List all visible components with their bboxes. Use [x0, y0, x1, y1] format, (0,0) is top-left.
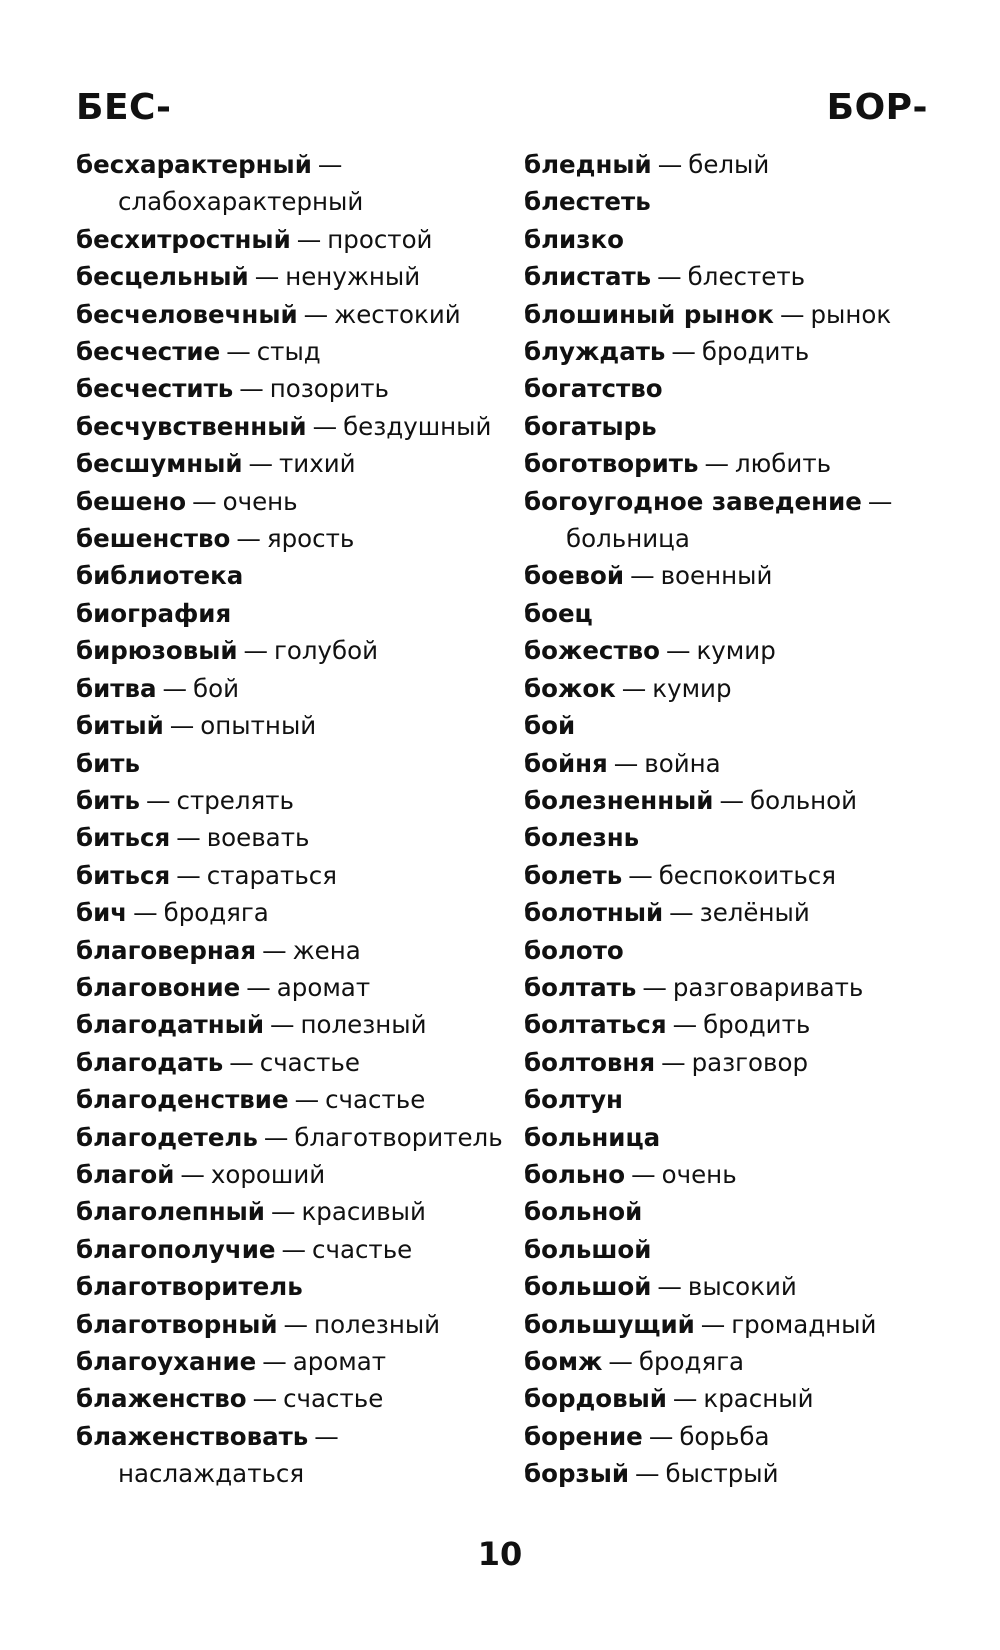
dictionary-entry — [524, 183, 964, 220]
synonym: полезный — [300, 1010, 427, 1040]
em-dash: — — [657, 150, 683, 179]
dictionary-entry — [76, 296, 516, 333]
dictionary-entry — [76, 1193, 516, 1230]
synonym: очень — [222, 486, 298, 516]
dictionary-entry — [76, 745, 516, 782]
dictionary-entry — [524, 745, 964, 782]
em-dash: — — [254, 262, 280, 292]
headword: борзый — [524, 1459, 630, 1489]
synonym: красивый — [301, 1197, 426, 1227]
dictionary-entry — [76, 1306, 516, 1343]
synonym: бродить — [703, 1010, 811, 1040]
left-column — [76, 146, 516, 1493]
em-dash: — — [608, 1347, 633, 1376]
em-dash: — — [661, 1047, 686, 1077]
em-dash: — — [236, 524, 261, 554]
headword: бой — [524, 711, 576, 741]
em-dash: — — [719, 785, 744, 815]
headword: блуждать — [524, 337, 666, 367]
dictionary-entry — [524, 894, 964, 931]
dictionary-entry — [524, 1343, 964, 1380]
headword: бить — [76, 748, 140, 778]
synonym: стыд — [256, 337, 321, 367]
dictionary-entry — [524, 1231, 964, 1268]
synonym: аромат — [292, 1347, 387, 1376]
synonym: военный — [660, 561, 773, 591]
em-dash: — — [867, 486, 893, 516]
synonym: счастье — [312, 1234, 413, 1264]
headword: болеть — [524, 860, 623, 890]
em-dash: — — [169, 711, 195, 741]
headword: благовоние — [76, 972, 241, 1002]
headword: больница — [524, 1122, 661, 1152]
synonym: больница — [566, 524, 690, 554]
dictionary-entry — [524, 1119, 964, 1156]
dictionary-entry — [524, 483, 964, 558]
dictionary-entry — [524, 595, 964, 632]
headword: битва — [76, 673, 157, 703]
synonym: быстрый — [665, 1459, 779, 1489]
headword: большой — [524, 1272, 652, 1302]
headword: благолепный — [76, 1197, 265, 1227]
headword: блаженствовать — [76, 1421, 309, 1451]
headword: больно — [524, 1159, 626, 1189]
em-dash: — — [671, 337, 696, 367]
dictionary-entry — [76, 1343, 516, 1380]
headword: болотный — [524, 898, 664, 928]
headword: богатство — [524, 374, 663, 404]
dictionary-entry — [76, 408, 516, 445]
synonym: красный — [703, 1384, 814, 1414]
synonym: позорить — [269, 374, 389, 404]
headword: болезнь — [524, 823, 640, 853]
dictionary-entry — [524, 707, 964, 744]
dictionary-entry — [524, 1156, 964, 1193]
headword: библиотека — [76, 561, 244, 591]
em-dash: — — [642, 972, 667, 1002]
synonym: слабохарактерный — [118, 187, 364, 217]
em-dash: — — [648, 1421, 674, 1451]
em-dash: — — [312, 411, 338, 441]
em-dash: — — [243, 636, 269, 666]
headword: благотворный — [76, 1309, 278, 1339]
dictionary-entry — [524, 969, 964, 1006]
synonym: бродяга — [163, 898, 269, 928]
em-dash: — — [669, 898, 694, 928]
synonym: кумир — [696, 636, 776, 666]
headword: бесчувственный — [76, 411, 307, 441]
synonym: воевать — [206, 823, 310, 853]
em-dash: — — [145, 785, 171, 815]
em-dash: — — [628, 860, 653, 890]
dictionary-entry — [524, 221, 964, 258]
headword: благодатный — [76, 1010, 264, 1040]
synonym: бездушный — [343, 411, 492, 441]
synonym: счастье — [259, 1047, 360, 1077]
dictionary-entry — [524, 333, 964, 370]
synonym: война — [644, 748, 721, 778]
em-dash: — — [700, 1309, 726, 1339]
dictionary-entry — [76, 707, 516, 744]
headword: болото — [524, 935, 624, 965]
em-dash: — — [704, 449, 730, 479]
headword: биться — [76, 860, 171, 890]
dictionary-entry — [76, 1081, 516, 1118]
synonym: зелёный — [699, 898, 810, 928]
headword: боготворить — [524, 449, 699, 479]
headword: божество — [524, 636, 660, 666]
synonym: голубой — [274, 636, 379, 666]
dictionary-entry — [524, 296, 964, 333]
em-dash: — — [239, 374, 264, 404]
em-dash: — — [252, 1384, 278, 1414]
synonym: тихий — [279, 449, 356, 479]
em-dash: — — [631, 1159, 656, 1189]
headword: бойня — [524, 748, 608, 778]
synonym: наслаждаться — [118, 1459, 305, 1489]
dictionary-entry — [76, 221, 516, 258]
headword: блаженство — [76, 1384, 247, 1414]
synonym: бродить — [701, 337, 810, 367]
synonym: бой — [193, 673, 240, 703]
headword: благотворитель — [76, 1272, 303, 1302]
left-guide-word: БЕС- — [76, 87, 172, 128]
dictionary-entry — [524, 932, 964, 969]
dictionary-entry — [76, 894, 516, 931]
dictionary-entry — [76, 1380, 516, 1417]
dictionary-entry — [76, 1006, 516, 1043]
em-dash: — — [657, 1272, 682, 1302]
headword: благополучие — [76, 1234, 276, 1264]
dictionary-entry — [524, 1306, 964, 1343]
headword: божок — [524, 673, 616, 703]
headword: бирюзовый — [76, 636, 238, 666]
dictionary-entry — [76, 595, 516, 632]
headword: бесцельный — [76, 262, 249, 292]
dictionary-entry — [76, 670, 516, 707]
dictionary-entry — [524, 670, 964, 707]
em-dash: — — [176, 823, 201, 853]
dictionary-entry — [76, 1156, 516, 1193]
synonym: рынок — [810, 299, 892, 329]
page-number: 10 — [477, 1535, 523, 1573]
headword: биография — [76, 598, 232, 628]
headword: благоденствие — [76, 1085, 289, 1115]
synonym: любить — [735, 449, 832, 479]
em-dash: — — [672, 1010, 698, 1040]
headword: болтаться — [524, 1010, 667, 1040]
em-dash: — — [779, 299, 805, 329]
dictionary-entry — [524, 1044, 964, 1081]
synonym: белый — [688, 150, 770, 179]
headword: богоугодное заведение — [524, 486, 862, 516]
em-dash: — — [281, 1234, 306, 1264]
headword: бить — [76, 785, 140, 815]
headword: битый — [76, 711, 164, 741]
synonym: разговор — [691, 1047, 809, 1077]
headword: бесхарактерный — [76, 150, 312, 179]
dictionary-entry — [76, 483, 516, 520]
dictionary-entry — [524, 857, 964, 894]
right-column — [524, 146, 964, 1493]
headword: бордовый — [524, 1384, 667, 1414]
dictionary-entry — [524, 370, 964, 407]
em-dash: — — [303, 299, 329, 329]
em-dash: — — [270, 1010, 295, 1040]
synonym: опытный — [200, 711, 317, 741]
dictionary-entry — [76, 557, 516, 594]
right-guide-word: БОР- — [826, 87, 928, 128]
dictionary-entry — [524, 1418, 964, 1455]
em-dash: — — [248, 449, 274, 479]
synonym: стараться — [206, 860, 337, 890]
headword: благоверная — [76, 935, 257, 965]
dictionary-entry — [76, 333, 516, 370]
synonym: счастье — [325, 1085, 426, 1115]
em-dash: — — [192, 486, 217, 516]
headword: борение — [524, 1421, 643, 1451]
headword: бесчеловечный — [76, 299, 298, 329]
synonym: ярость — [266, 524, 355, 554]
headword: большущий — [524, 1309, 695, 1339]
em-dash: — — [666, 636, 691, 666]
dictionary-entry — [76, 1418, 516, 1493]
headword: богатырь — [524, 411, 657, 441]
dictionary-entry — [76, 1044, 516, 1081]
headword: близко — [524, 224, 624, 254]
synonym: аромат — [276, 972, 371, 1002]
headword: бич — [76, 898, 128, 928]
em-dash: — — [133, 898, 158, 928]
dictionary-entry — [76, 1119, 516, 1156]
em-dash: — — [630, 561, 655, 591]
headword: бешенство — [76, 524, 231, 554]
headword: бомж — [524, 1347, 603, 1376]
dictionary-entry — [524, 632, 964, 669]
headword: благодетель — [76, 1122, 258, 1152]
em-dash: — — [314, 1421, 339, 1451]
em-dash: — — [180, 1159, 205, 1189]
synonym: беспокоиться — [658, 860, 836, 890]
dictionary-entry — [524, 1006, 964, 1043]
dictionary-entry — [76, 632, 516, 669]
em-dash: — — [294, 1085, 320, 1115]
headword: блошиный рынок — [524, 299, 774, 329]
synonym: благотворитель — [294, 1122, 503, 1152]
headword: благой — [76, 1159, 175, 1189]
em-dash: — — [283, 1309, 309, 1339]
headword: бесчестие — [76, 337, 221, 367]
dictionary-entry — [524, 408, 964, 445]
synonym: жена — [292, 935, 361, 965]
dictionary-entry — [524, 146, 964, 183]
dictionary-entry — [76, 520, 516, 557]
headword: бледный — [524, 150, 652, 179]
headword: большой — [524, 1234, 652, 1264]
em-dash: — — [270, 1197, 296, 1227]
dictionary-entry — [524, 258, 964, 295]
synonym: полезный — [314, 1309, 441, 1339]
dictionary-entry — [76, 857, 516, 894]
dictionary-entry — [524, 1193, 964, 1230]
headword: благодать — [76, 1047, 224, 1077]
dictionary-entry — [76, 258, 516, 295]
headword: бешено — [76, 486, 187, 516]
headword: болтать — [524, 972, 637, 1002]
synonym: больной — [749, 785, 858, 815]
headword: биться — [76, 823, 171, 853]
synonym: простой — [327, 224, 433, 254]
dictionary-entry — [76, 969, 516, 1006]
dictionary-entry — [76, 146, 516, 221]
synonym: очень — [661, 1159, 737, 1189]
dictionary-entry — [524, 1081, 964, 1118]
synonym: бродяга — [638, 1347, 745, 1376]
em-dash: — — [246, 972, 271, 1002]
dictionary-entry — [524, 1380, 964, 1417]
dictionary-entry — [76, 932, 516, 969]
headword: блистать — [524, 262, 652, 292]
dictionary-entry — [76, 819, 516, 856]
em-dash: — — [162, 673, 188, 703]
headword: болтовня — [524, 1047, 656, 1077]
headword: боевой — [524, 561, 625, 591]
synonym: громадный — [731, 1309, 877, 1339]
headword: бесшумный — [76, 449, 243, 479]
dictionary-entry — [524, 1268, 964, 1305]
em-dash: — — [262, 935, 287, 965]
synonym: ненужный — [285, 262, 421, 292]
dictionary-entry — [76, 370, 516, 407]
synonym: счастье — [283, 1384, 384, 1414]
em-dash: — — [263, 1122, 289, 1152]
em-dash: — — [635, 1459, 660, 1489]
dictionary-entry — [524, 782, 964, 819]
synonym: жестокий — [334, 299, 461, 329]
em-dash: — — [176, 860, 201, 890]
synonym: стрелять — [176, 785, 294, 815]
em-dash: — — [229, 1047, 254, 1077]
dictionary-entry — [524, 445, 964, 482]
synonym: борьба — [679, 1421, 770, 1451]
headword: блестеть — [524, 187, 651, 217]
dictionary-entry — [76, 1231, 516, 1268]
em-dash: — — [621, 673, 647, 703]
headword: благоухание — [76, 1347, 257, 1376]
dictionary-entry — [76, 782, 516, 819]
dictionary-entry — [76, 445, 516, 482]
headword: болтун — [524, 1085, 623, 1115]
headword: болезненный — [524, 785, 714, 815]
dictionary-entry — [524, 557, 964, 594]
em-dash: — — [296, 224, 322, 254]
synonym: разговаривать — [672, 972, 864, 1002]
synonym: кумир — [652, 673, 732, 703]
em-dash: — — [672, 1384, 698, 1414]
headword: боец — [524, 598, 593, 628]
em-dash: — — [226, 337, 251, 367]
dictionary-entry — [76, 1268, 516, 1305]
em-dash: — — [317, 150, 343, 179]
em-dash: — — [657, 262, 682, 292]
synonym: высокий — [687, 1272, 797, 1302]
em-dash: — — [262, 1347, 287, 1376]
dictionary-entry — [524, 1455, 964, 1492]
dictionary-entry — [524, 819, 964, 856]
synonym: блестеть — [687, 262, 806, 292]
em-dash: — — [613, 748, 639, 778]
headword: бесчестить — [76, 374, 234, 404]
headword: бесхитростный — [76, 224, 291, 254]
headword: больной — [524, 1197, 643, 1227]
synonym: хороший — [210, 1159, 326, 1189]
